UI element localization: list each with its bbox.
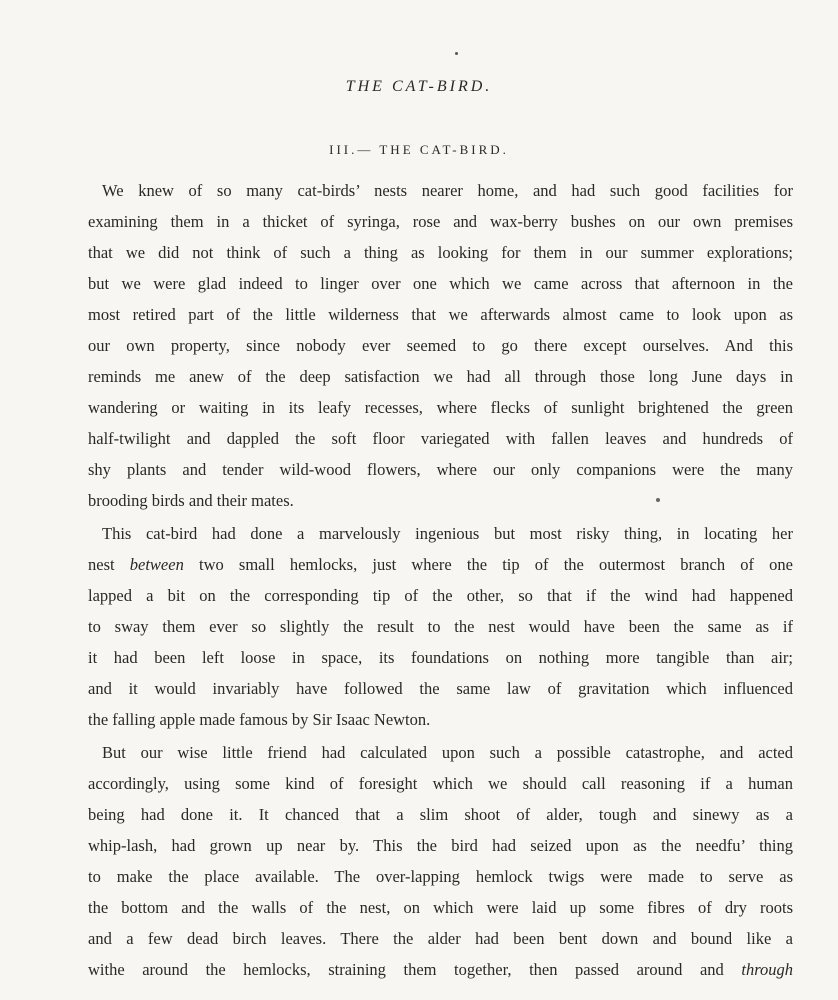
paragraph-3 [88, 737, 793, 985]
text-line: to sway them ever so slightly the result to the nest would have been the same as if [88, 617, 793, 636]
text-line: that we did not think of such a thing as looking for them in our summer explorations; [88, 243, 793, 262]
text-line: whip-lash, had grown up near by. This the bird had seized upon as the needfu’ thing [88, 836, 793, 855]
text-line: half-twilight and dappled the soft floor variegated with fallen leaves and hundreds of [88, 429, 793, 448]
text-line: wandering or waiting in its leafy recesses, where flecks of sunlight brightened the green [88, 398, 793, 417]
text-line: and a few dead birch leaves. There the alder had been bent down and bound like a [88, 929, 793, 948]
text-line: examining them in a thicket of syringa, rose and wax-berry bushes on our own premises [88, 212, 793, 231]
text-line [88, 954, 793, 985]
text-line: lapped a bit on the corresponding tip of the other, so that if the wind had happened [88, 586, 793, 605]
text-line: This cat-bird had done a marvelously ingenious but most risky thing, in locating her [102, 524, 793, 543]
chapter-title: III.— THE CAT-BIRD. [329, 142, 509, 157]
page-mark [455, 52, 458, 55]
text-line: but we were glad indeed to linger over one which we came across that afternoon in the [88, 274, 793, 293]
italic-word: between [129, 555, 184, 574]
text-line: our own property, since nobody ever seemed to go there except ourselves. And this [88, 336, 793, 355]
text-line: brooding birds and their mates. [88, 491, 294, 510]
text-line: most retired part of the little wilderness that we afterwards almost came to look upon as [88, 305, 793, 324]
text-line: to make the place available. The over-lapping hemlock twigs were made to serve as [88, 867, 793, 886]
text-span: withe around the hemlocks, straining them together, then passed around and [88, 960, 724, 979]
text-line: it had been left loose in space, its foundations on nothing more tangible than air; [88, 648, 793, 667]
text-span: two small hemlocks, just where the tip of the outermost branch of one [199, 555, 793, 574]
text-span: nest [88, 555, 115, 574]
body-text [88, 175, 793, 985]
paragraph-1 [88, 175, 793, 516]
text-line: But our wise little friend had calculated upon such a possible catastrophe, and acted [102, 743, 793, 762]
running-head: THE CAT-BIRD. [345, 78, 493, 95]
text-line: accordingly, using some kind of foresight which we should call reasoning if a human [88, 774, 793, 793]
text-line: We knew of so many cat-birds’ nests nearer home, and had such good facilities for [102, 181, 793, 200]
paragraph-2 [88, 518, 793, 735]
text-line [88, 549, 793, 580]
text-line: the falling apple made famous by Sir Isaac Newton. [88, 710, 431, 729]
text-line: reminds me anew of the deep satisfaction we had all through those long June days in [88, 367, 793, 386]
text-line: being had done it. It chanced that a slim shoot of alder, tough and sinewy as a [88, 805, 793, 824]
text-line: and it would invariably have followed the same law of gravitation which influenced [88, 679, 793, 698]
italic-word: through [741, 960, 794, 979]
text-line: the bottom and the walls of the nest, on which were laid up some fibres of dry roots [88, 898, 793, 917]
text-line: shy plants and tender wild-wood flowers, where our only companions were the many [88, 460, 793, 479]
